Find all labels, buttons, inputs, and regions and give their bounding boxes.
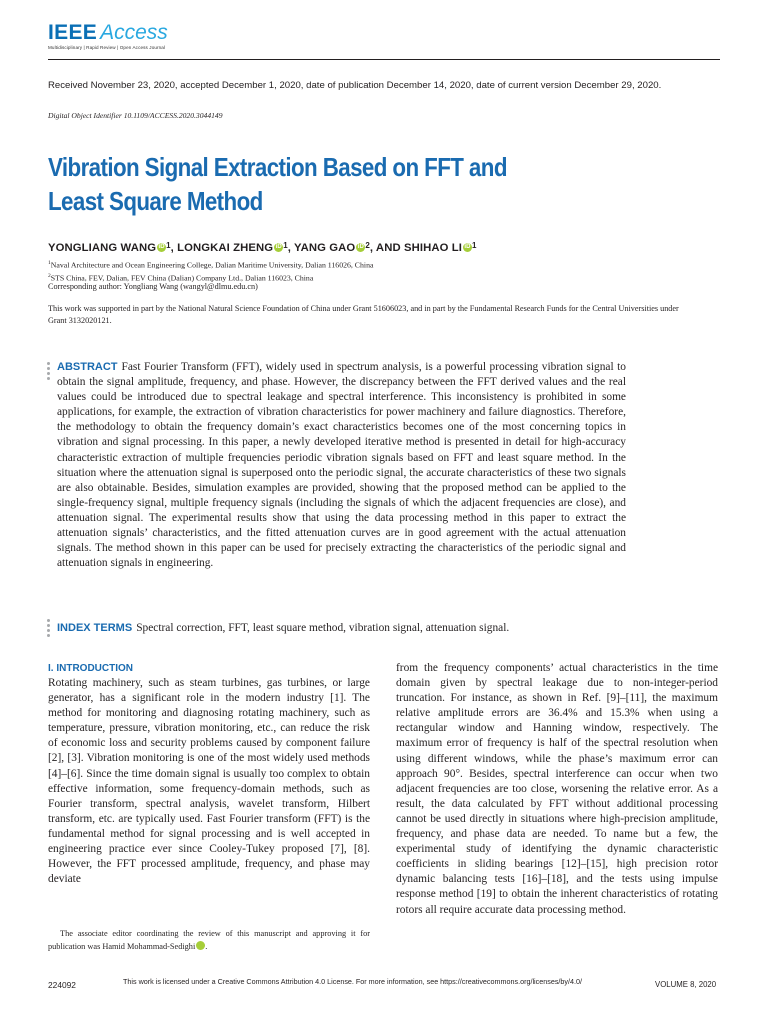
- affiliation-1: [48, 258, 373, 271]
- index-terms-marker-icon: [47, 619, 51, 639]
- author-list: [48, 241, 477, 254]
- orcid-icon[interactable]: iD: [158, 244, 165, 250]
- affiliation-2-text: STS China, FEV, Dalian, FEV China (Dalian) Company Ltd., Dalian 116023, China: [50, 273, 314, 283]
- header-divider: [48, 59, 720, 60]
- funding-statement: This work was supported in part by the National Natural Science Foundation of China under Grant 51606023, and in part by the Fundamental Research Funds for the Central Universities under Grant 3132020121.: [48, 304, 679, 325]
- author-3: , YANG GAO: [287, 242, 356, 254]
- orcid-icon[interactable]: iD: [357, 244, 364, 250]
- affiliation-1-text: Naval Architecture and Ocean Engineering College, Dalian Maritime University, Dalian 116026, China: [50, 260, 374, 270]
- received-dates: Received November 23, 2020, accepted December 1, 2020, date of publication December 14, 2020, date of current version December 29, 2020.: [48, 80, 662, 91]
- author-3-affil: 2: [365, 241, 370, 250]
- doi-line[interactable]: Digital Object Identifier 10.1109/ACCESS.2020.3044149: [48, 111, 223, 120]
- logo-access-text: Access: [100, 21, 168, 44]
- journal-logo: [48, 22, 168, 50]
- intro-paragraph-left: Rotating machinery, such as steam turbines, gas turbines, or large generator, has a significant role in the modern industry [1]. The method for monitoring and diagnosing rotating machinery, such as temperature, pressure, vibration monitoring, etc., can reduce the risk of economic loss and security problems caused by component failure [2], [3]. Vibration monitoring is one of the most widely used methods [4]–[6]. Since the time domain signal is usually too complex to obtain effective information, some frequency-domain methods, such as Fourier transform, spectral analysis, wavelet transform, Hilbert transform, etc. are typically used. Fast Fourier transform (FFT) is the fundamental method for signal processing and is well accepted in engineering practice ever since Cooley-Tukey proposed [7], [8]. However, the FFT processed amplitude, frequency, and phase may deviate: [48, 677, 370, 886]
- affiliation-2-number: 2: [48, 272, 51, 279]
- section-heading: I. INTRODUCTION: [48, 663, 133, 674]
- affiliations: [48, 258, 373, 283]
- author-1: YONGLIANG WANG: [48, 242, 157, 254]
- corresponding-author: Corresponding author: Yongliang Wang (wangyl@dlmu.edu.cn): [48, 282, 258, 291]
- page-number: 224092: [48, 980, 76, 990]
- intro-paragraph-right: from the frequency components’ actual characteristics in the time domain given by spectral leakage due to non-integer-period truncation. For instance, as shown in Ref. [9]–[11], the maximum relative amplitude errors are 36.4% and 15.3% when using a rectangular window and Hanning window, respectively. The maximum error of frequency is half of the spectral resolution when using different windows, while the phase’s maximum error can approach 90°. Besides, spectral interference can occur when two adjacent frequencies are too close, worsening the relative error. As a result, the data calculated by FFT without additional processing cannot be used directly in situations where high-precision amplitude, frequency, and phase data are needed. To name but a few, the experimental study of identifying the dynamic characteristic coefficients in sliding bearings [12]–[15], high precision rotor dynamic balancing tests [16]–[18], and the tests using impulse response method [19] to obtain the inherent characteristics of rotating rotors all require accurate data processing method.: [396, 662, 718, 916]
- body-column-left: [48, 661, 370, 887]
- index-terms: [57, 621, 677, 636]
- orcid-icon[interactable]: iD: [464, 244, 471, 250]
- volume-label: VOLUME 8, 2020: [655, 980, 717, 989]
- title-line-1: Vibration Signal Extraction Based on FFT and: [48, 152, 507, 182]
- author-2-affil: 1: [283, 241, 288, 250]
- author-1-affil: 1: [166, 241, 171, 250]
- title-line-2: Least Square Method: [48, 186, 263, 216]
- index-terms-label: INDEX TERMS: [57, 622, 133, 634]
- abstract-label: ABSTRACT: [57, 361, 118, 373]
- paper-title: [48, 150, 598, 218]
- orcid-icon[interactable]: iD: [275, 244, 282, 250]
- abstract-text: Fast Fourier Transform (FFT), widely used in spectrum analysis, is a powerful processing vibration signal to obtain the signal amplitude, frequency, and phase. However, the discrepancy between the FFT derived values and the real values could be introduced due to spectral leakage and spectral interference. This inconsistency is prohibited in some applications, for example, the extraction of vibration characteristics for power machinery and failure diagnostics. Therefore, the methodology to obtain the frequency domain’s exact characteristics becomes one of the most concerning topics in vibration and signal processing. In this paper, a newly developed iterative method is presented in detail for high-accuracy characteristic extraction of multiple frequencies periodic vibration signals based on FFT and least square method. In the situation where the attenuation signal is superposed onto the periodic signal, the accurate characteristics of these two signals are also obtainable. Besides, simulation examples are provided, showing that the proposed method can be applied to the single-frequency signal, multiple frequency signals (including the signals of which the adjacent frequencies are close), and attenuation signal. The experimental results show that using the data processing method in this paper to extract the attenuation signals’ characteristics, and the fitted attenuation curves are in good agreement with the actual attenuation signals. The method shown in this paper can be used for precisely extracting the characteristics of the periodic signal and attenuation signals in engineering.: [57, 361, 626, 570]
- author-2: , LONGKAI ZHENG: [170, 242, 274, 254]
- abstract-marker-icon: [47, 362, 51, 382]
- orcid-icon[interactable]: iD: [196, 941, 205, 950]
- logo-ieee-text: IEEE: [48, 21, 98, 44]
- editor-footnote-text: The associate editor coordinating the review of this manuscript and approving it for publication was Hamid Mohammad-Sedighi: [48, 929, 370, 951]
- author-4: , AND SHIHAO LI: [369, 242, 462, 254]
- affiliation-1-number: 1: [48, 260, 51, 266]
- author-4-affil: 1: [471, 241, 477, 250]
- license-notice[interactable]: This work is licensed under a Creative Commons Attribution 4.0 License. For more information, see https://creativecommons.org/licenses/by/4.0/: [123, 977, 583, 986]
- body-column-right: [396, 661, 718, 918]
- editor-footnote: The associate editor coordinating the review of this manuscript and approving it for publication was Hamid Mohammad-Sedighi iD.: [48, 929, 370, 951]
- index-terms-text: Spectral correction, FFT, least square method, vibration signal, attenuation signal.: [136, 622, 510, 634]
- abstract: [57, 360, 626, 571]
- logo-tagline: Multidisciplinary | Rapid Review | Open Access Journal: [48, 45, 166, 50]
